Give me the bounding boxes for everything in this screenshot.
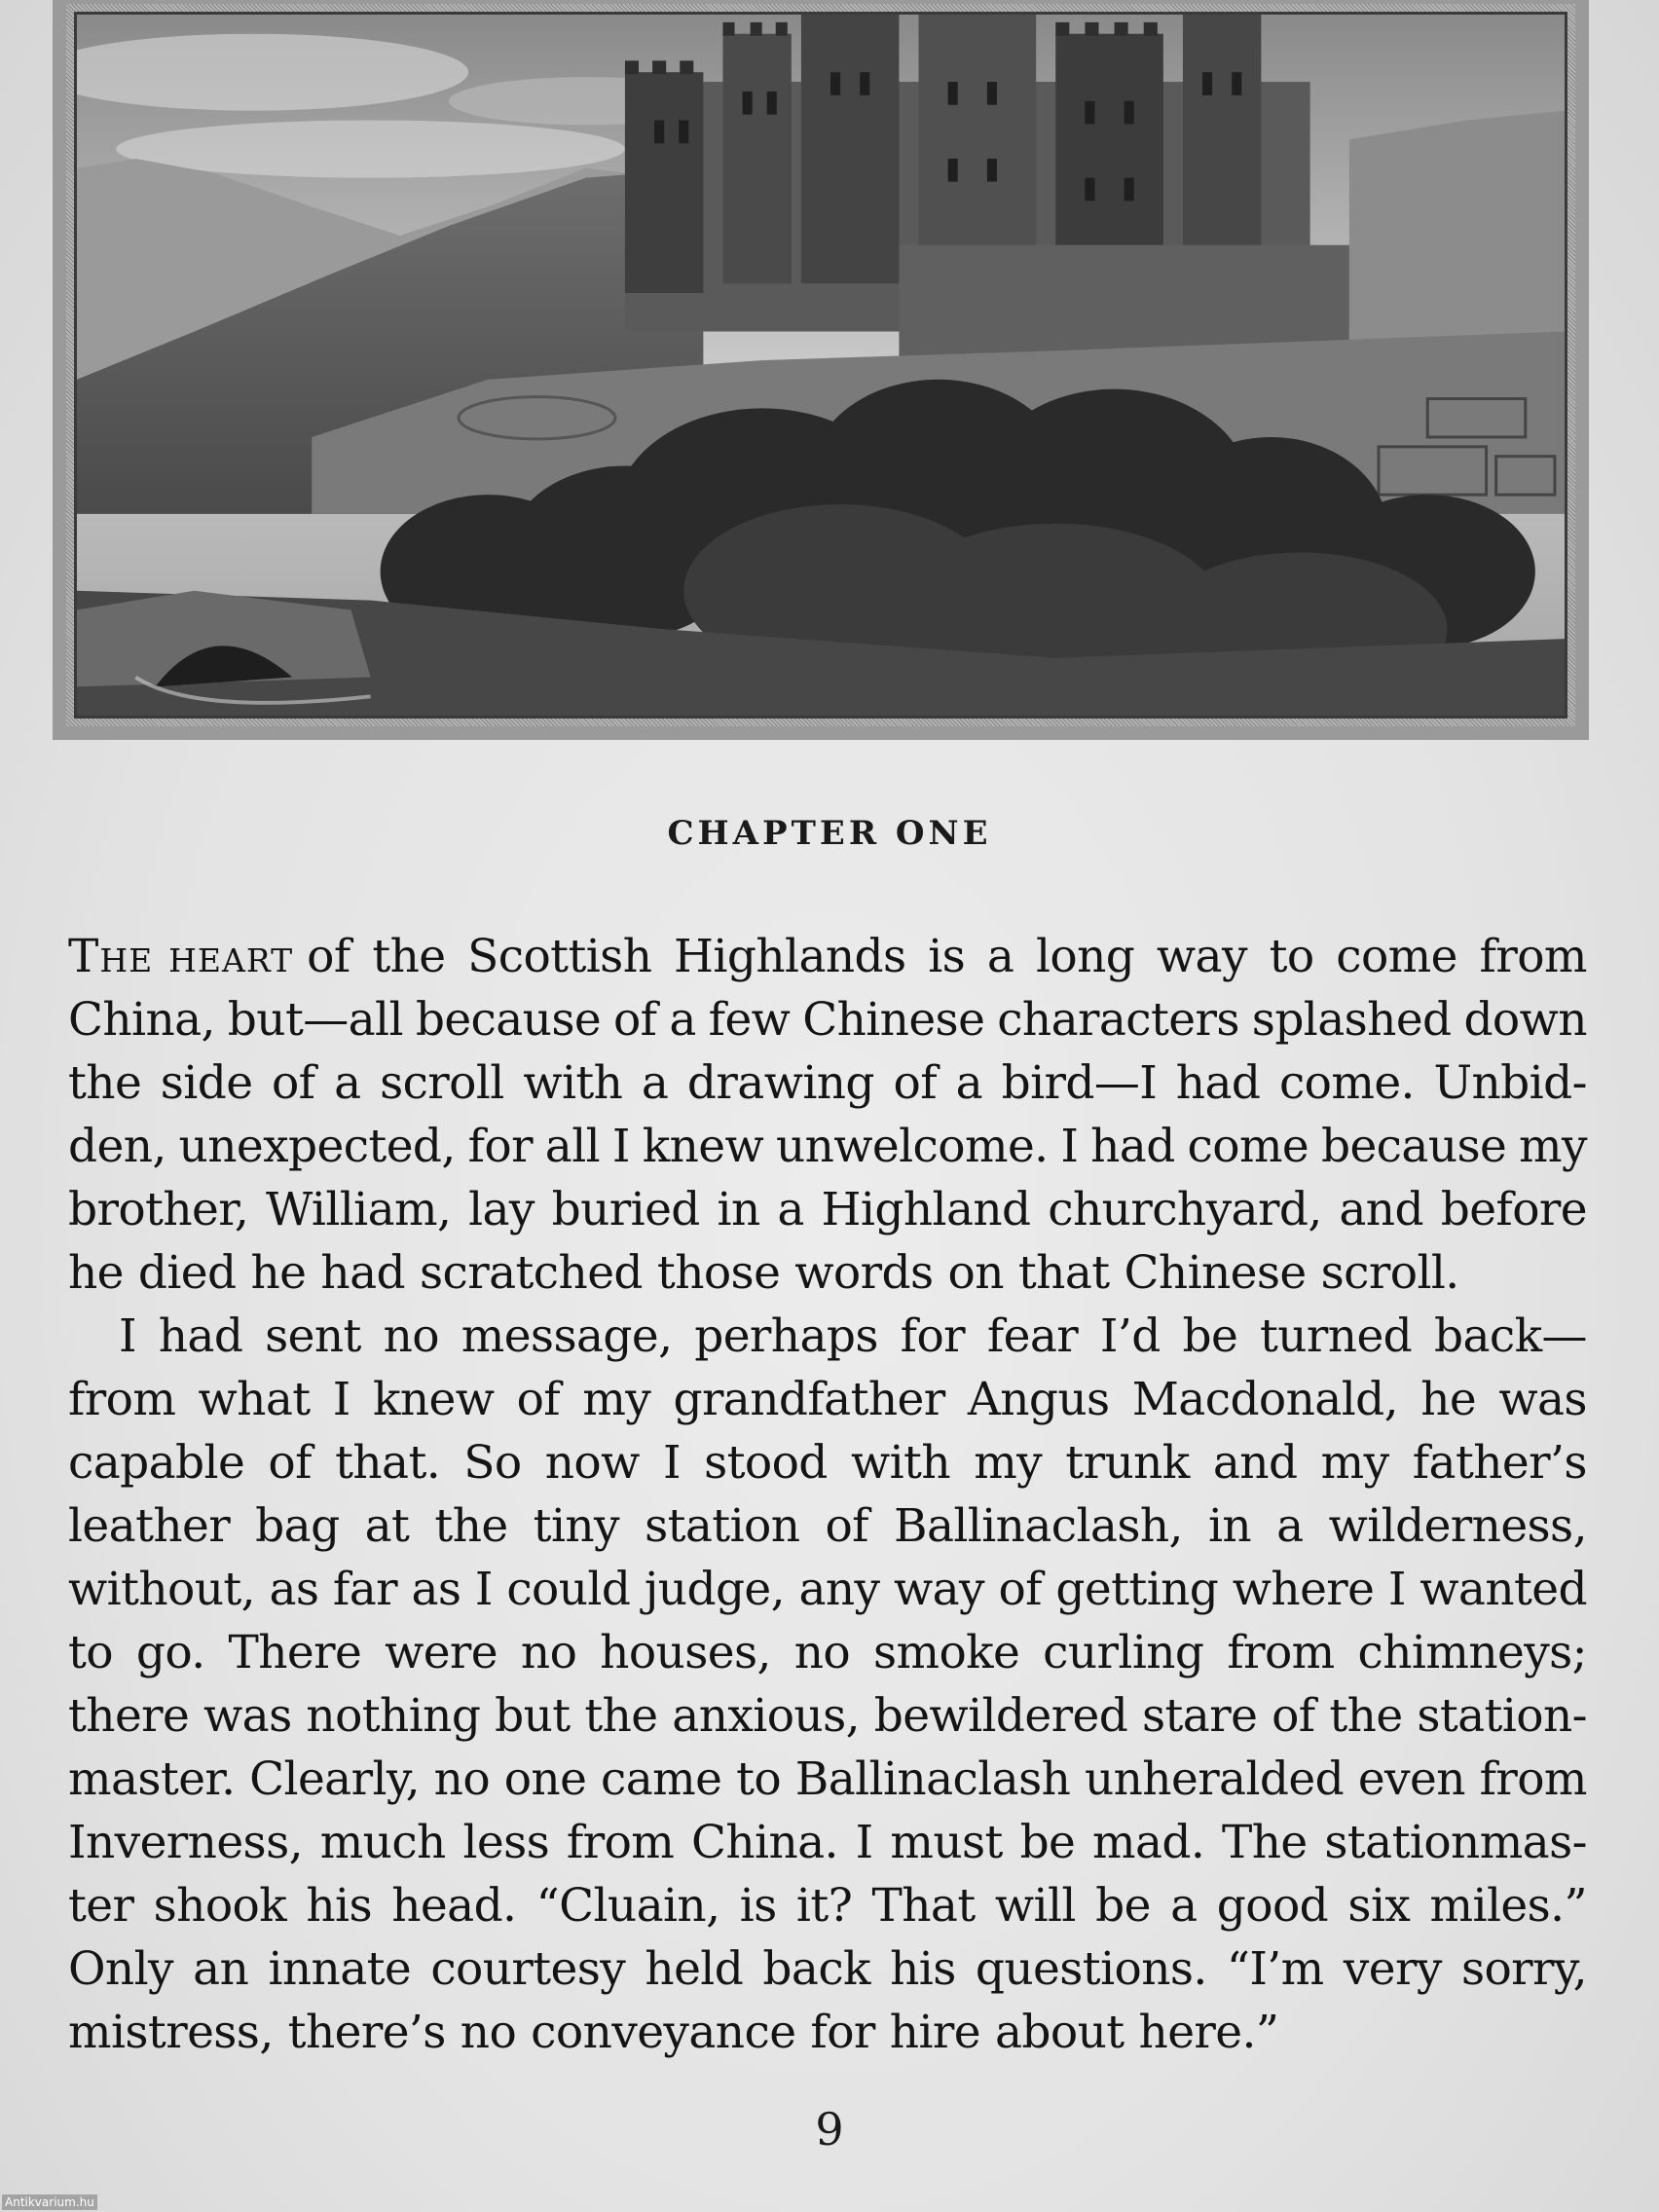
word: sorry,	[1460, 1942, 1587, 1996]
word: an	[193, 1942, 249, 1996]
word: far	[332, 1563, 397, 1616]
word: scroll.	[1320, 1246, 1459, 1300]
word: station	[645, 1499, 800, 1553]
word: master.	[68, 1752, 236, 1806]
word: I	[662, 1436, 681, 1490]
word: had	[320, 1246, 405, 1300]
chapter-body-text	[68, 925, 1587, 2064]
word: from	[566, 1816, 675, 1869]
word: of	[516, 1373, 561, 1426]
word: of	[268, 1436, 312, 1490]
word: knew	[642, 1120, 764, 1173]
word: questions.	[975, 1942, 1207, 1996]
word: grandfather	[673, 1373, 945, 1426]
word: den,	[68, 1120, 166, 1173]
word: but—all	[227, 993, 403, 1047]
word: as	[411, 1563, 461, 1616]
word: my	[1519, 1120, 1587, 1173]
word: William,	[266, 1183, 452, 1236]
word: judge,	[644, 1563, 785, 1616]
word: no	[460, 2006, 517, 2059]
word: those	[656, 1246, 781, 1300]
word: any	[798, 1563, 880, 1616]
word: chimneys;	[1357, 1626, 1587, 1679]
word: could	[506, 1563, 631, 1616]
word: because	[1320, 1120, 1507, 1173]
word: of	[825, 1499, 868, 1553]
word: There	[228, 1626, 362, 1679]
word: here.”	[1138, 2006, 1279, 2059]
word: I	[119, 1309, 136, 1363]
paragraph-1-line-1	[68, 925, 1587, 988]
word: to	[736, 1752, 782, 1806]
word: sent	[265, 1309, 361, 1363]
word: message,	[461, 1309, 673, 1363]
word: from	[1227, 1626, 1335, 1679]
word: side	[160, 1056, 253, 1110]
paragraph-1-line-6	[68, 1241, 1587, 1305]
paragraph-2-line-6	[68, 1621, 1587, 1684]
word: I	[332, 1373, 350, 1426]
word: knew	[372, 1373, 495, 1426]
paragraph-2-line-5	[68, 1558, 1587, 1621]
word: be	[1182, 1309, 1238, 1363]
word: China,	[68, 993, 215, 1047]
watermark: Antikvarium.hu	[2, 2194, 97, 2210]
word: it?	[795, 1879, 853, 1933]
word: that	[1017, 1246, 1110, 1300]
word: from	[68, 1373, 176, 1426]
paragraph-2-line-10	[68, 1874, 1587, 1937]
word: I	[474, 1563, 493, 1616]
word: there’s	[287, 2006, 446, 2059]
word: from	[1479, 930, 1587, 983]
word: fear	[986, 1309, 1079, 1363]
word: a	[669, 993, 696, 1047]
word: no	[383, 1309, 439, 1363]
word: leather	[68, 1499, 231, 1553]
word: So	[463, 1436, 522, 1490]
word: I	[1387, 1563, 1406, 1616]
paragraph-1-line-5	[68, 1178, 1587, 1241]
paragraph-2-line-12	[68, 2001, 1587, 2064]
word: where	[1232, 1563, 1375, 1616]
word: as	[269, 1563, 319, 1616]
word: That	[871, 1879, 976, 1933]
word: hire	[889, 2006, 980, 2059]
word: churchyard,	[1048, 1183, 1322, 1236]
word: father’s	[1412, 1436, 1587, 1490]
word: the	[584, 1689, 658, 1743]
paragraph-1-line-3	[68, 1051, 1587, 1115]
word: go.	[135, 1626, 205, 1679]
word: from	[1479, 1752, 1587, 1806]
word: he	[1420, 1373, 1477, 1426]
word: now	[544, 1436, 640, 1490]
word: is	[739, 1879, 777, 1933]
word: I	[855, 1816, 873, 1869]
word: bewildered	[873, 1689, 1128, 1743]
word: mad.	[1092, 1816, 1205, 1869]
word: my	[582, 1373, 651, 1426]
word: good	[1216, 1879, 1329, 1933]
word: of	[893, 1056, 937, 1110]
word: come	[1187, 1120, 1309, 1173]
word: unwelcome.	[775, 1120, 1049, 1173]
paragraph-2-line-3	[68, 1431, 1587, 1494]
word: Highland	[821, 1183, 1031, 1236]
word: the	[68, 1056, 142, 1110]
word: China.	[690, 1816, 838, 1869]
word: lay	[468, 1183, 535, 1236]
word: on	[947, 1246, 1004, 1300]
word: a	[334, 1056, 361, 1110]
opening-small-caps: The heart	[68, 930, 294, 983]
word: “I’m	[1226, 1942, 1324, 1996]
word: the	[1329, 1689, 1403, 1743]
word: Chinese	[802, 993, 985, 1047]
word: Chinese	[1124, 1246, 1307, 1300]
word: back	[762, 1942, 870, 1996]
word: the	[372, 930, 446, 983]
word: to	[1269, 930, 1314, 983]
word: be	[1095, 1879, 1151, 1933]
word: that.	[335, 1436, 441, 1490]
word: buried	[551, 1183, 700, 1236]
word: station-	[1417, 1689, 1587, 1743]
word: The	[1221, 1816, 1308, 1869]
paragraph-2-line-4	[68, 1494, 1587, 1558]
word: is	[928, 930, 966, 983]
word: courtesy	[430, 1942, 626, 1996]
word: what	[198, 1373, 311, 1426]
word: houses,	[600, 1626, 771, 1679]
word: shook	[153, 1879, 287, 1933]
paragraph-1-line-4	[68, 1115, 1587, 1178]
word: come	[1336, 930, 1457, 983]
word: Unbid-	[1433, 1056, 1587, 1110]
word: unexpected,	[178, 1120, 456, 1173]
word: innate	[268, 1942, 412, 1996]
word: had	[1175, 1056, 1261, 1110]
word: a	[641, 1056, 669, 1110]
word: for	[810, 2006, 875, 2059]
word: drawing	[686, 1056, 874, 1110]
word: wanted	[1419, 1563, 1587, 1616]
word: ter	[68, 1879, 134, 1933]
word: a	[955, 1056, 982, 1110]
chapter-heading: CHAPTER ONE	[667, 814, 992, 853]
word: stood	[704, 1436, 828, 1490]
word: with	[523, 1056, 623, 1110]
word: must	[890, 1816, 1003, 1869]
word: had	[1090, 1120, 1175, 1173]
word: will	[994, 1879, 1076, 1933]
word: long	[1035, 930, 1135, 983]
paragraph-2-line-1	[68, 1305, 1587, 1368]
word: less	[462, 1816, 550, 1869]
page-number: 9	[815, 2103, 844, 2156]
word: with	[850, 1436, 950, 1490]
paragraph-2-line-11	[68, 1937, 1587, 2001]
word: I’d	[1099, 1309, 1161, 1363]
word: way	[893, 1563, 984, 1616]
word: wilderness,	[1328, 1499, 1587, 1553]
word: Inverness,	[68, 1816, 303, 1869]
paragraph-1-line-2	[68, 988, 1587, 1051]
word: words	[794, 1246, 934, 1300]
word: about	[994, 2006, 1124, 2059]
word: he	[68, 1246, 124, 1300]
word: Scottish	[467, 930, 652, 983]
word: without,	[68, 1563, 256, 1616]
word: died	[137, 1246, 237, 1300]
word: there	[68, 1689, 190, 1743]
word: in	[717, 1183, 760, 1236]
word: were	[385, 1626, 498, 1679]
word: was	[1498, 1373, 1587, 1426]
word: head.	[391, 1879, 517, 1933]
word: anxious,	[672, 1689, 860, 1743]
word: bag	[255, 1499, 340, 1553]
word: scratched	[419, 1246, 643, 1300]
word: brother,	[68, 1183, 249, 1236]
word: my	[1320, 1436, 1389, 1490]
word: all	[544, 1120, 601, 1173]
word: six	[1347, 1879, 1411, 1933]
word: for	[467, 1120, 533, 1173]
word: very	[1343, 1942, 1442, 1996]
word: scroll	[380, 1056, 504, 1110]
word: was	[203, 1689, 292, 1743]
word: stationmas-	[1324, 1816, 1587, 1869]
word: I	[611, 1120, 630, 1173]
word: curling	[1043, 1626, 1204, 1679]
word: a	[777, 1183, 804, 1236]
word: Highlands	[674, 930, 906, 983]
word: smoke	[872, 1626, 1020, 1679]
word: no	[433, 1752, 491, 1806]
word: came	[601, 1752, 722, 1806]
word: I	[1060, 1120, 1079, 1173]
word: capable	[68, 1436, 245, 1490]
word: perhaps	[694, 1309, 878, 1363]
word: Angus	[967, 1373, 1110, 1426]
word: way	[1156, 930, 1247, 983]
word: my	[974, 1436, 1043, 1490]
word: at	[364, 1499, 410, 1553]
paragraph-2-line-2	[68, 1368, 1587, 1431]
word: the	[434, 1499, 508, 1553]
word: turned	[1259, 1309, 1413, 1363]
word: his	[890, 1942, 956, 1996]
word: down	[1463, 993, 1587, 1047]
word: be	[1019, 1816, 1076, 1869]
word: miles.”	[1429, 1879, 1587, 1933]
paragraph-2-line-9	[68, 1811, 1587, 1874]
word: Macdonald,	[1131, 1373, 1398, 1426]
paragraph-2-line-7	[68, 1684, 1587, 1748]
word: of	[1272, 1689, 1315, 1743]
castle-illustration	[74, 12, 1567, 719]
word: of	[307, 930, 350, 983]
word: and	[1339, 1183, 1423, 1236]
word: even	[1357, 1752, 1465, 1806]
word: and	[1212, 1436, 1298, 1490]
word: much	[319, 1816, 446, 1869]
word: held	[645, 1942, 744, 1996]
word: stare	[1141, 1689, 1258, 1743]
word: of	[998, 1563, 1042, 1616]
word: no	[520, 1626, 577, 1679]
word: before	[1440, 1183, 1587, 1236]
word: a	[1170, 1879, 1198, 1933]
word: a	[986, 930, 1014, 983]
word: unheralded	[1084, 1752, 1345, 1806]
word: in	[1207, 1499, 1252, 1553]
word: had	[158, 1309, 243, 1363]
word: Only	[68, 1942, 173, 1996]
word: Ballinaclash	[794, 1752, 1071, 1806]
paragraph-2-line-8	[68, 1748, 1587, 1811]
word: but	[495, 1689, 571, 1743]
word: because	[415, 993, 602, 1047]
word: splashed	[1251, 993, 1452, 1047]
word: come.	[1278, 1056, 1415, 1110]
paragraph-1-line-1-text	[307, 925, 1587, 988]
word: nothing	[306, 1689, 481, 1743]
word: trunk	[1065, 1436, 1190, 1490]
word: of	[612, 993, 657, 1047]
word: Ballinaclash,	[894, 1499, 1183, 1553]
word: one	[503, 1752, 587, 1806]
word: a	[1276, 1499, 1304, 1553]
word: tiny	[533, 1499, 619, 1553]
word: bird—I	[1001, 1056, 1158, 1110]
word: “Cluain,	[535, 1879, 720, 1933]
word: Clearly,	[249, 1752, 420, 1806]
word: he	[250, 1246, 307, 1300]
word: no	[793, 1626, 851, 1679]
word: getting	[1055, 1563, 1219, 1616]
word: to	[68, 1626, 113, 1679]
word: for	[900, 1309, 966, 1363]
word: characters	[997, 993, 1239, 1047]
word: of	[271, 1056, 315, 1110]
word: mistress,	[68, 2006, 274, 2059]
word: his	[306, 1879, 372, 1933]
word: conveyance	[531, 2006, 796, 2059]
word: back—	[1433, 1309, 1587, 1363]
illustration-frame	[53, 0, 1589, 740]
castle-illustration-art	[77, 15, 1565, 716]
word: few	[708, 993, 791, 1047]
